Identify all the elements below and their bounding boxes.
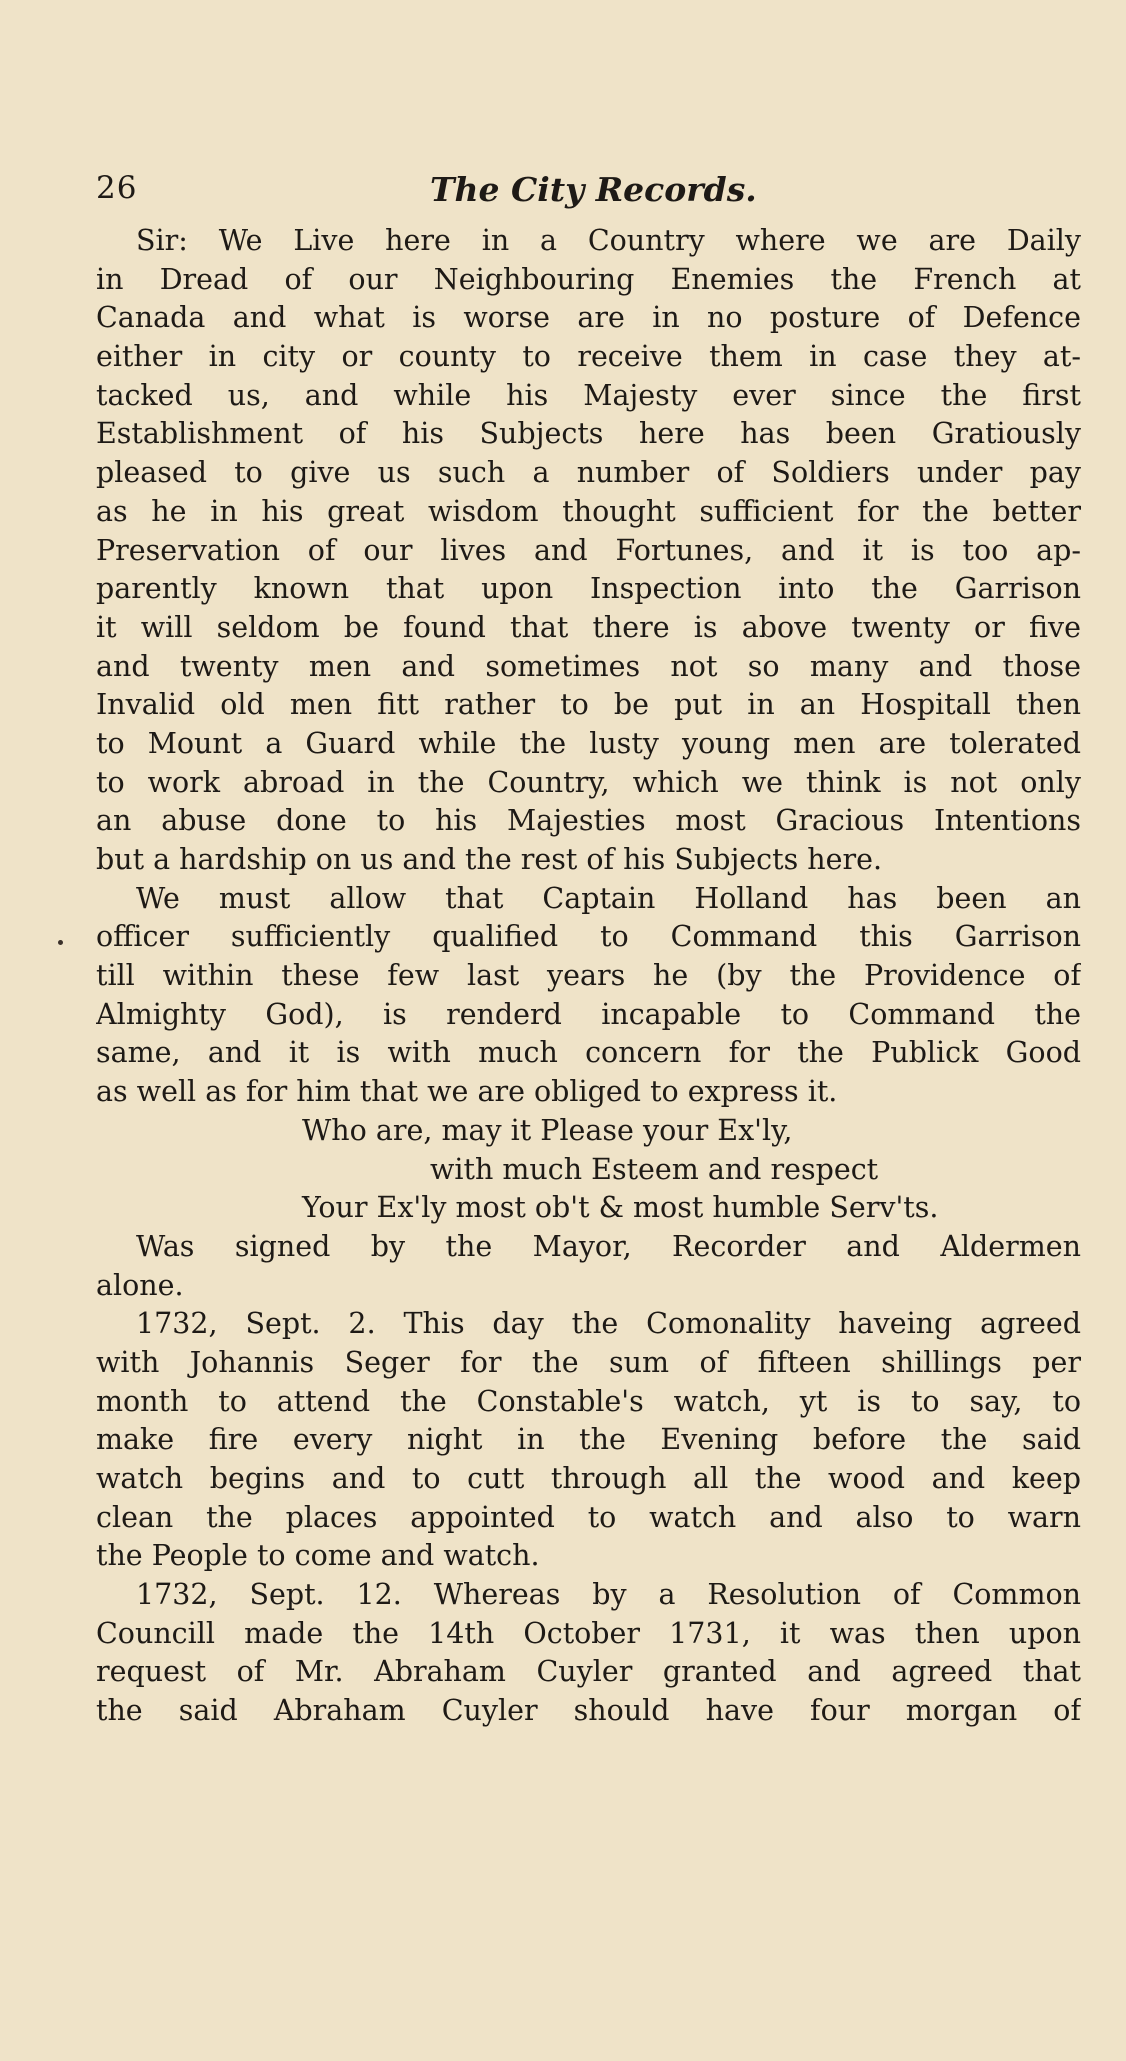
closing-line: Who are, may it Please your Ex'ly, — [302, 1113, 793, 1147]
closing-line: Your Ex'ly most ob't & most humble Serv'ts. — [302, 1191, 939, 1225]
text-line: the People to come and watch. — [96, 1539, 540, 1573]
running-title: The City Records. — [430, 170, 757, 209]
text-line: it will seldom be found that there is above twenty or five — [96, 610, 1081, 644]
text-line: 1732, Sept. 2. This day the Comonality haveing agreed — [136, 1307, 1081, 1341]
text-line: with Johannis Seger for the sum of fifteen shillings per — [96, 1345, 1081, 1379]
text-line: clean the places appointed to watch and also to warn — [96, 1500, 1081, 1534]
text-line: and twenty men and sometimes not so many and those — [96, 649, 1081, 683]
text-line: to work abroad in the Country, which we think is not only — [96, 765, 1081, 799]
body-text — [96, 222, 1081, 1731]
text-line: make fire every night in the Evening before the said — [96, 1423, 1081, 1457]
text-line: Canada and what is worse are in no posture of Defence — [96, 301, 1081, 335]
ink-speck — [58, 940, 63, 945]
text-line: Councill made the 14th October 1731, it was then upon — [96, 1616, 1081, 1650]
text-line: to Mount a Guard while the lusty young men are tolerated — [96, 726, 1081, 760]
page-number: 26 — [96, 170, 138, 206]
text-line: the said Abraham Cuyler should have four morgan of — [96, 1694, 1081, 1728]
page-header — [96, 170, 1056, 210]
text-line: Invalid old men fitt rather to be put in an Hospitall then — [96, 688, 1081, 722]
text-line: in Dread of our Neighbouring Enemies the French at — [96, 262, 1081, 296]
text-line: Preservation of our lives and Fortunes, and it is too ap- — [96, 533, 1081, 567]
text-line: till within these few last years he (by the Providence of — [96, 959, 1081, 993]
text-line: watch begins and to cutt through all the wood and keep — [96, 1462, 1081, 1495]
text-line: same, and it is with much concern for the Publick Good — [96, 1036, 1081, 1070]
text-line: Establishment of his Subjects here has been Gratiously — [96, 417, 1081, 451]
text-line: either in city or county to receive them in case they at- — [96, 340, 1081, 374]
text-line: We must allow that Captain Holland has been an — [136, 881, 1081, 915]
text-line: request of Mr. Abraham Cuyler granted and agreed that — [96, 1655, 1081, 1689]
text-line: 1732, Sept. 12. Whereas by a Resolution of Common — [136, 1578, 1081, 1612]
text-line: but a hardship on us and the rest of his Subjects here. — [96, 843, 883, 876]
text-line: pleased to give us such a number of Soldiers under pay — [96, 456, 1081, 490]
text-line: as well as for him that we are obliged to express it. — [96, 1075, 838, 1109]
text-line: Sir: We Live here in a Country where we are Daily — [136, 224, 1081, 257]
text-line: month to attend the Constable's watch, yt is to say, to — [96, 1384, 1081, 1418]
text-line: officer sufficiently qualified to Command this Garrison — [96, 920, 1081, 954]
text-line: an abuse done to his Majesties most Gracious Intentions — [96, 804, 1081, 838]
text-line: Was signed by the Mayor, Recorder and Aldermen — [136, 1229, 1081, 1263]
text-line: alone. — [96, 1268, 184, 1302]
text-line: tacked us, and while his Majesty ever since the first — [96, 378, 1081, 412]
text-line: parently known that upon Inspection into the Garrison — [96, 572, 1081, 606]
text-line: as he in his great wisdom thought sufficient for the better — [96, 494, 1081, 528]
closing-line: with much Esteem and respect — [430, 1152, 879, 1186]
text-line: Almighty God), is renderd incapable to Command the — [96, 997, 1081, 1031]
